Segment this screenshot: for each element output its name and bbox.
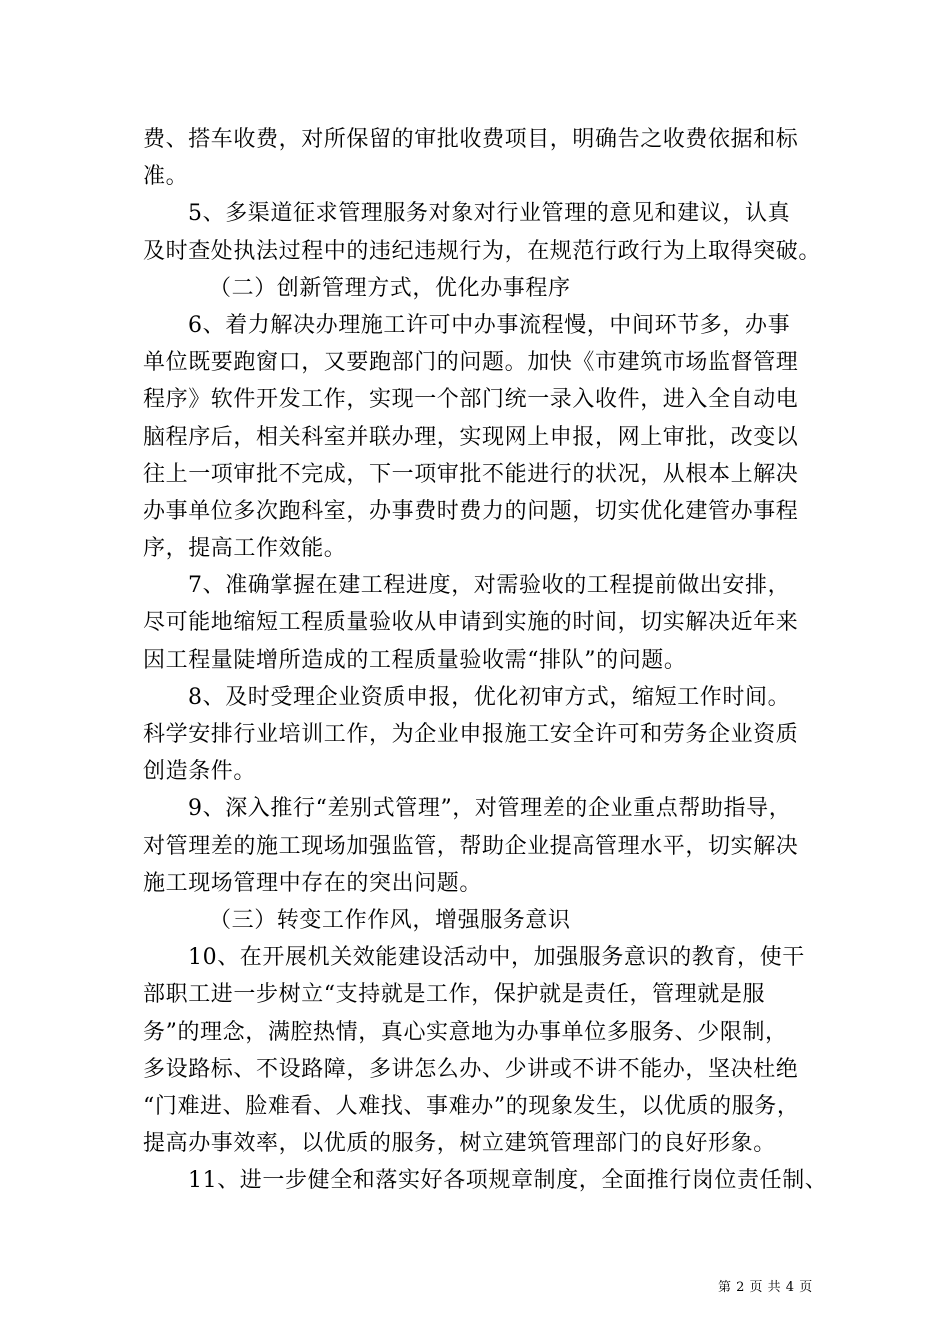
section-heading-2: （二）创新管理方式，优化办事程序 [209, 275, 571, 301]
paragraph-7-start: 7、准确掌握在建工程进度，对需验收的工程提前做出安排， [188, 573, 791, 599]
paragraph-5-start: 5、多渠道征求管理服务对象对行业管理的意见和建议，认真 [188, 201, 791, 227]
paragraph-6-start: 6、着力解决办理施工许可中办事流程慢，中间环节多，办事 [188, 312, 791, 338]
page-number-footer: 第 2 页 共 4 页 [718, 1280, 813, 1295]
body-line: 费、搭车收费，对所保留的审批收费项目，明确告之收费依据和标 [143, 127, 799, 152]
section-heading-3: （三）转变工作作风，增强服务意识 [209, 907, 571, 933]
body-line: 务”的理念，满腔热情，真心实意地为办事单位多服务、少限制， [143, 1019, 788, 1045]
body-line: “门难进、脸难看、人难找、事难办”的现象发生，以优质的服务， [143, 1093, 800, 1119]
paragraph-8-start: 8、及时受理企业资质申报，优化初审方式，缩短工作时间。 [188, 684, 791, 710]
body-line: 对管理差的施工现场加强监管，帮助企业提高管理水平，切实解决 [143, 833, 799, 859]
body-line: 程序》软件开发工作，实现一个部门统一录入收件，进入全自动电 [143, 387, 799, 413]
body-line: 及时查处执法过程中的违纪违规行为，在规范行政行为上取得突破。 [143, 238, 822, 264]
body-line: 科学安排行业培训工作，为企业申报施工安全许可和劳务企业资质 [143, 722, 799, 747]
body-line: 脑程序后，相关科室并联办理，实现网上申报，网上审批，改变以 [143, 424, 799, 450]
paragraph-9-start: 9、深入推行“差别式管理”，对管理差的企业重点帮助指导， [188, 796, 792, 822]
body-line: 办事单位多次跑科室，办事费时费力的问题，切实优化建管办事程 [143, 498, 799, 524]
body-line: 单位既要跑窗口，又要跑部门的问题。加快《市建筑市场监督管理 [143, 350, 799, 376]
body-line: 序，提高工作效能。 [143, 536, 347, 562]
paragraph-10-start: 10、在开展机关效能建设活动中，加强服务意识的教育，使干 [188, 945, 805, 971]
body-line: 创造条件。 [143, 759, 257, 785]
paragraph-11-start: 11、进一步健全和落实好各项规章制度，全面推行岗位责任制、 [188, 1168, 828, 1194]
body-line: 尽可能地缩短工程质量验收从申请到实施的时间，切实解决近年来 [143, 610, 799, 636]
body-line: 施工现场管理中存在的突出问题。 [143, 870, 483, 896]
document-body [143, 121, 828, 1199]
body-line: 因工程量陡增所造成的工程质量验收需“排队”的问题。 [143, 647, 687, 673]
body-line: 部职工进一步树立“支持就是工作，保护就是责任，管理就是服 [143, 982, 766, 1008]
body-line: 准。 [143, 164, 189, 190]
body-line: 往上一项审批不完成，下一项审批不能进行的状况，从根本上解决 [143, 461, 799, 487]
body-line: 多设路标、不设路障，多讲怎么办、少讲或不讲不能办，坚决杜绝 [143, 1056, 799, 1082]
body-line: 提高办事效率，以优质的服务，树立建筑管理部门的良好形象。 [143, 1131, 776, 1157]
